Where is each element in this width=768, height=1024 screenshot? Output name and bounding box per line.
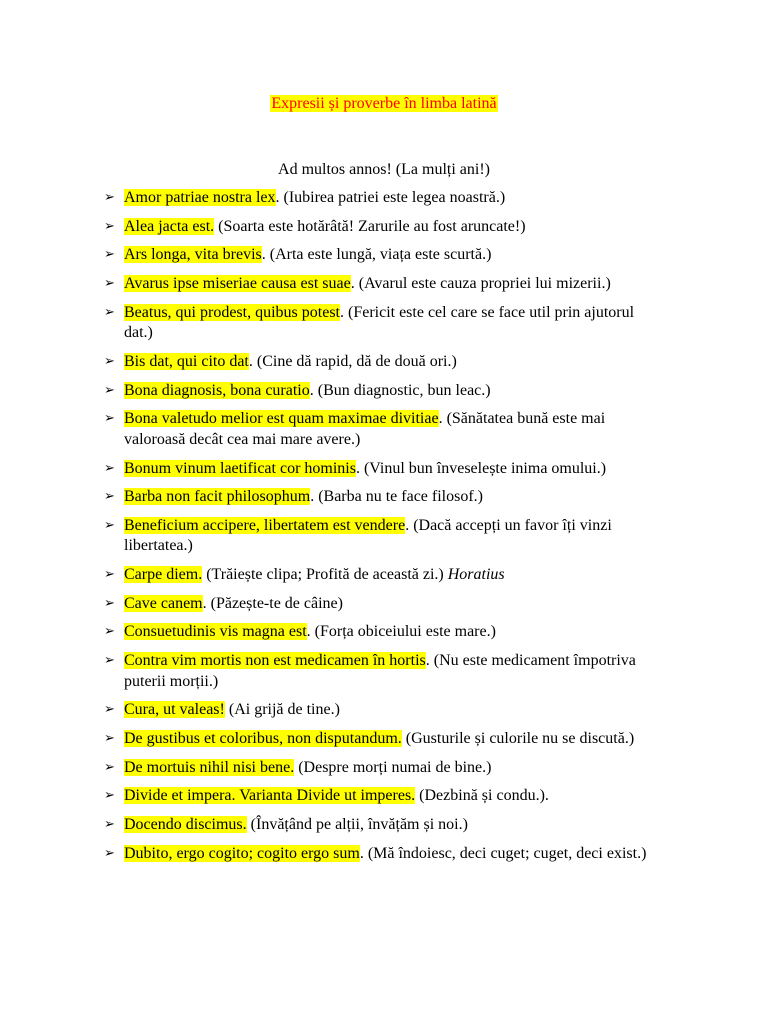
list-item <box>100 274 660 295</box>
arrowhead-bullet-icon: ➢ <box>104 624 115 640</box>
list-item <box>100 729 660 750</box>
list-item <box>100 303 660 344</box>
arrowhead-bullet-icon: ➢ <box>104 218 115 234</box>
arrowhead-bullet-icon: ➢ <box>104 653 115 669</box>
latin-expression: Bonum vinum laetificat cor hominis <box>124 459 356 477</box>
arrowhead-bullet-icon: ➢ <box>104 190 115 205</box>
arrowhead-bullet-icon: ➢ <box>104 595 115 611</box>
arrowhead-bullet-icon: ➢ <box>104 353 115 369</box>
translation: . (Păzește-te de câine) <box>202 594 343 612</box>
arrowhead-bullet-icon: ➢ <box>104 817 115 833</box>
latin-expression: De mortuis nihil nisi bene. <box>124 758 295 776</box>
list-item <box>100 594 660 615</box>
latin-expression: Docendo discimus. <box>124 816 247 834</box>
latin-expression: Beneficium accipere, libertatem est vendere <box>124 516 406 534</box>
translation: . (Arta este lungă, viața este scurtă.) <box>261 246 492 264</box>
latin-expression: Avarus ipse miseriae causa est suae <box>124 275 351 293</box>
list-item <box>100 188 660 209</box>
translation: (Învățând pe alții, învățăm și noi.) <box>246 816 468 834</box>
arrowhead-bullet-icon: ➢ <box>104 489 115 505</box>
latin-expression: Bona diagnosis, bona curatio <box>124 381 310 399</box>
translation: . (Mă îndoiesc, deci cuget; cuget, deci exist.) <box>359 844 647 862</box>
list-item <box>100 815 660 836</box>
translation: . (Forța obiceiului este mare.) <box>306 623 496 641</box>
arrowhead-bullet-icon: ➢ <box>104 788 115 804</box>
latin-expression: Carpe diem. <box>124 566 203 584</box>
latin-expression: Dubito, ergo cogito; cogito ergo sum <box>124 844 360 862</box>
translation: . (Sănătatea bună este mai valoroasă decât cea mai mare avere.) <box>124 410 606 448</box>
translation: . (Dacă accepți un favor îți vinzi libertatea.) <box>124 516 612 555</box>
latin-expression: Bona valetudo melior est quam maximae divitiae <box>124 410 439 428</box>
document-subtitle: Ad multos annos! (La mulți ani!) <box>278 161 490 178</box>
list-item <box>100 700 660 721</box>
arrowhead-bullet-icon: ➢ <box>104 247 115 263</box>
translation: . (Barba nu te face filosof.) <box>310 488 483 506</box>
list-item <box>100 217 660 238</box>
arrowhead-bullet-icon: ➢ <box>104 276 115 292</box>
arrowhead-bullet-icon: ➢ <box>104 731 115 746</box>
translation: . (Vinul bun înveselește inima omului.) <box>355 459 607 477</box>
proverb-list <box>100 188 660 872</box>
latin-expression: Divide et impera. Varianta Divide ut imperes. <box>124 787 416 805</box>
arrowhead-bullet-icon: ➢ <box>104 702 115 718</box>
arrowhead-bullet-icon: ➢ <box>104 845 115 861</box>
document-title <box>0 94 768 114</box>
latin-expression: Beatus, qui prodest, quibus potest <box>124 303 340 321</box>
arrowhead-bullet-icon: ➢ <box>104 567 115 583</box>
document-title-text: Expresii și proverbe în limba latină <box>271 95 497 112</box>
list-item <box>100 381 660 402</box>
latin-expression: Amor patriae nostra lex <box>124 189 276 206</box>
translation: . (Bun diagnostic, bun leac.) <box>309 381 491 399</box>
arrowhead-bullet-icon: ➢ <box>104 517 115 533</box>
latin-expression: Bis dat, qui cito dat <box>124 352 249 370</box>
translation: . (Nu este medicament împotriva puterii morții.) <box>124 652 636 690</box>
latin-expression: Ars longa, vita brevis <box>124 246 262 264</box>
list-item <box>100 651 660 692</box>
latin-expression: Cave canem <box>124 594 203 612</box>
latin-expression: Contra vim mortis non est medicamen în hortis <box>124 652 426 670</box>
translation: (Dezbină și condu.). <box>415 787 549 805</box>
latin-expression: De gustibus et coloribus, non disputandum. <box>124 730 402 747</box>
arrowhead-bullet-icon: ➢ <box>104 382 115 398</box>
list-item <box>100 487 660 508</box>
arrowhead-bullet-icon: ➢ <box>104 460 115 476</box>
list-item <box>100 758 660 779</box>
latin-expression: Barba non facit philosophum <box>124 488 311 506</box>
latin-expression: Consuetudinis vis magna est <box>124 623 307 641</box>
arrowhead-bullet-icon: ➢ <box>104 304 115 320</box>
translation: (Despre morți numai de bine.) <box>294 758 492 776</box>
list-item <box>100 516 660 557</box>
list-item <box>100 245 660 266</box>
list-item <box>100 844 660 865</box>
latin-expression: Alea jacta est. <box>124 217 215 235</box>
list-item <box>100 622 660 643</box>
translation: (Gusturile și culorile nu se discută.) <box>401 730 635 747</box>
translation: . (Iubirea patriei este legea noastră.) <box>275 189 506 206</box>
author-name: Horatius <box>447 566 505 584</box>
translation: (Trăiește clipa; Profită de această zi.) <box>202 566 448 584</box>
translation: . (Fericit este cel care se face util prin ajutorul dat.) <box>124 303 635 342</box>
list-item <box>100 565 660 586</box>
list-item <box>100 352 660 373</box>
translation: . (Cine dă rapid, dă de două ori.) <box>248 352 457 370</box>
list-item <box>100 459 660 480</box>
arrowhead-bullet-icon: ➢ <box>104 759 115 775</box>
translation: (Soarta este hotărâtă! Zarurile au fost aruncate!) <box>214 217 526 235</box>
translation: . (Avarul este cauza propriei lui mizerii.) <box>350 275 611 293</box>
translation: (Ai grijă de tine.) <box>224 701 340 719</box>
latin-expression: Cura, ut valeas! <box>124 701 225 719</box>
list-item <box>100 786 660 807</box>
list-item <box>100 409 660 450</box>
arrowhead-bullet-icon: ➢ <box>104 411 115 427</box>
